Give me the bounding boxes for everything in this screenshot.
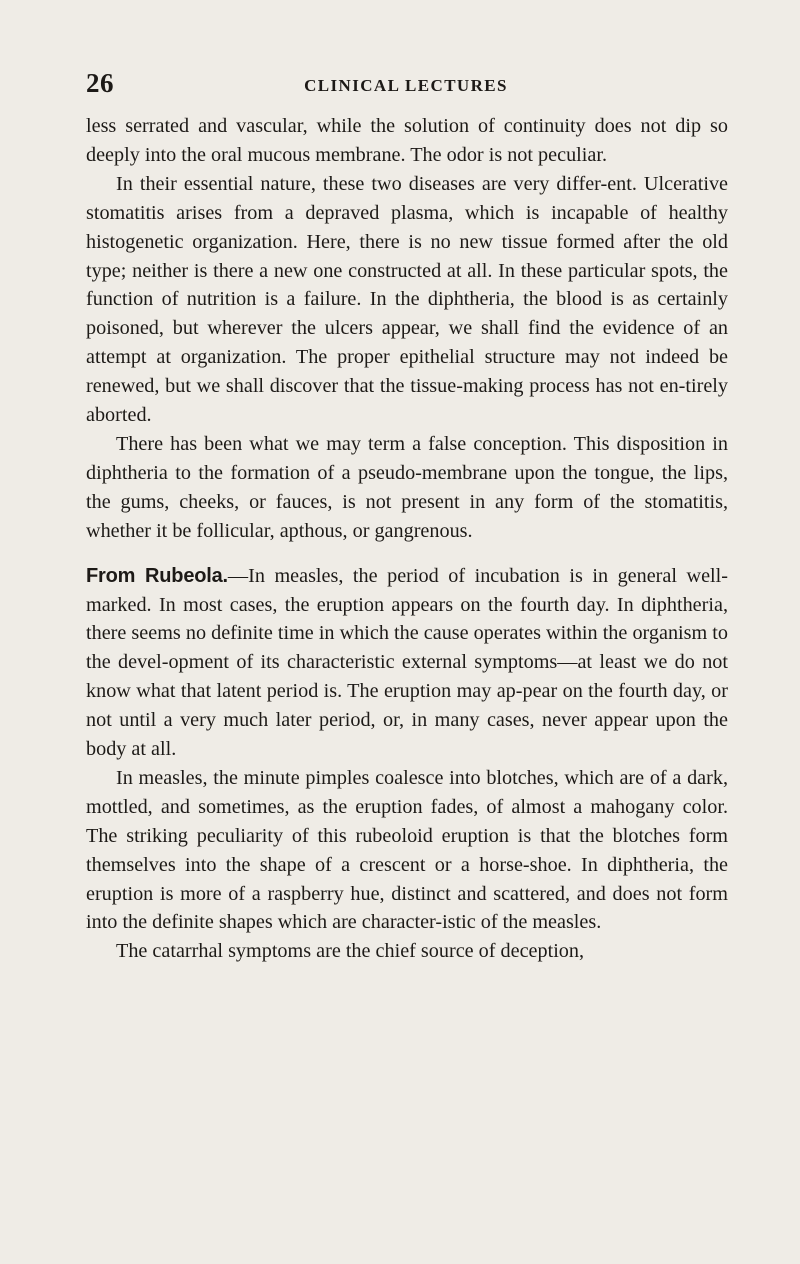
body-text [86, 112, 728, 966]
paragraph-measles-eruption: In measles, the minute pimples coalesce into blotches, which are of a dark, mottled, and sometimes, as the eruption fades, of almost a mahogany color. The striking peculiarity of this rubeoloid eruption is that the blotches form themselves into the shape of a crescent or a horse-shoe. In diphtheria, the eruption is more of a raspberry hue, distinct and scattered, and does not form into the definite shapes which are character-istic of the measles. [86, 766, 728, 934]
paragraph-false-conception: There has been what we may term a false conception. This disposition in diphtheria to the formation of a pseudo-membrane upon the tongue, the lips, the gums, cheeks, or fauces, is not present in any form of the stomatitis, whether it be follicular, apthous, or gangrenous. [86, 432, 728, 542]
paragraph-catarrhal: The catarrhal symptoms are the chief source of deception, [116, 940, 585, 963]
page-number: 26 [86, 68, 114, 98]
running-head: CLINICAL LECTURES [304, 76, 508, 95]
paragraph-essential-nature: In their essential nature, these two diseases are very differ-ent. Ulcerative stomatitis arises from a depraved plasma, which is incapable of healthy histogenetic organization. Here, there is no new tissue formed after the old type; neither is there a new one constructed at all. In these particular spots, the function of nutrition is a failure. In the diphtheria, the blood is as certainly poisoned, but wherever the ulcers appear, we shall find the evidence of an attempt at organization. The proper epithelial structure may not indeed be renewed, but we shall discover that the tissue-making process has not en-tirely aborted. [86, 172, 728, 427]
section-rubeola [86, 562, 728, 764]
paragraph-continuation: less serrated and vascular, while the solution of continuity does not dip so deeply into the oral mucous membrane. The odor is not peculiar. [86, 115, 728, 166]
section-heading-rubeola: From Rubeola. [86, 564, 228, 587]
section-text-rubeola: —In measles, the period of incubation is in general well-marked. In most cases, the eruption appears on the fourth day. In diphtheria, there seems no definite time in which the cause operates within the organism to the devel-opment of its characteristic external symptoms—at least we do not know what that latent period is. The eruption may ap-pear on the fourth day, or not until a very much later period, or, in many cases, never appear upon the body at all. [86, 564, 728, 761]
page-header [86, 68, 726, 104]
